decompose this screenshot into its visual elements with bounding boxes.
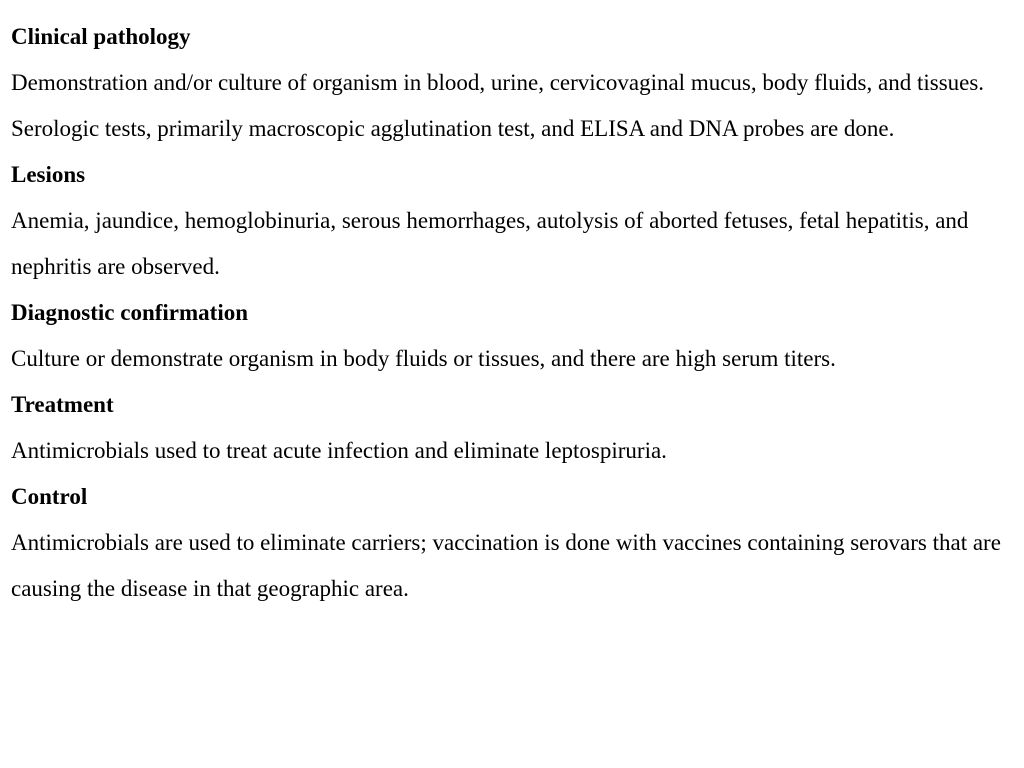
section-text-diagnostic-confirmation: Culture or demonstrate organism in body fluids or tissues, and there are high serum titers. [11, 346, 836, 371]
section-heading-clinical-pathology: Clinical pathology [11, 24, 191, 49]
section-heading-lesions: Lesions [11, 162, 86, 187]
section-text-lesions: Anemia, jaundice, hemoglobinuria, serous hemorrhages, autolysis of aborted fetuses, fetal hepatitis, and nephritis are observed. [11, 208, 969, 279]
section-text-control: Antimicrobials are used to eliminate carriers; vaccination is done with vaccines containing serovars that are causing the disease in that geographic area. [11, 530, 1001, 601]
section-heading-diagnostic-confirmation: Diagnostic confirmation [11, 300, 249, 325]
section-heading-control: Control [11, 484, 88, 509]
section-heading-treatment: Treatment [11, 392, 114, 417]
section-text-treatment: Antimicrobials used to treat acute infection and eliminate leptospiruria. [11, 438, 667, 463]
section-text-clinical-pathology: Demonstration and/or culture of organism in blood, urine, cervicovaginal mucus, body fluids, and tissues. Serologic tests, primarily macroscopic agglutination test, and ELISA and DNA probes are done. [11, 70, 985, 141]
